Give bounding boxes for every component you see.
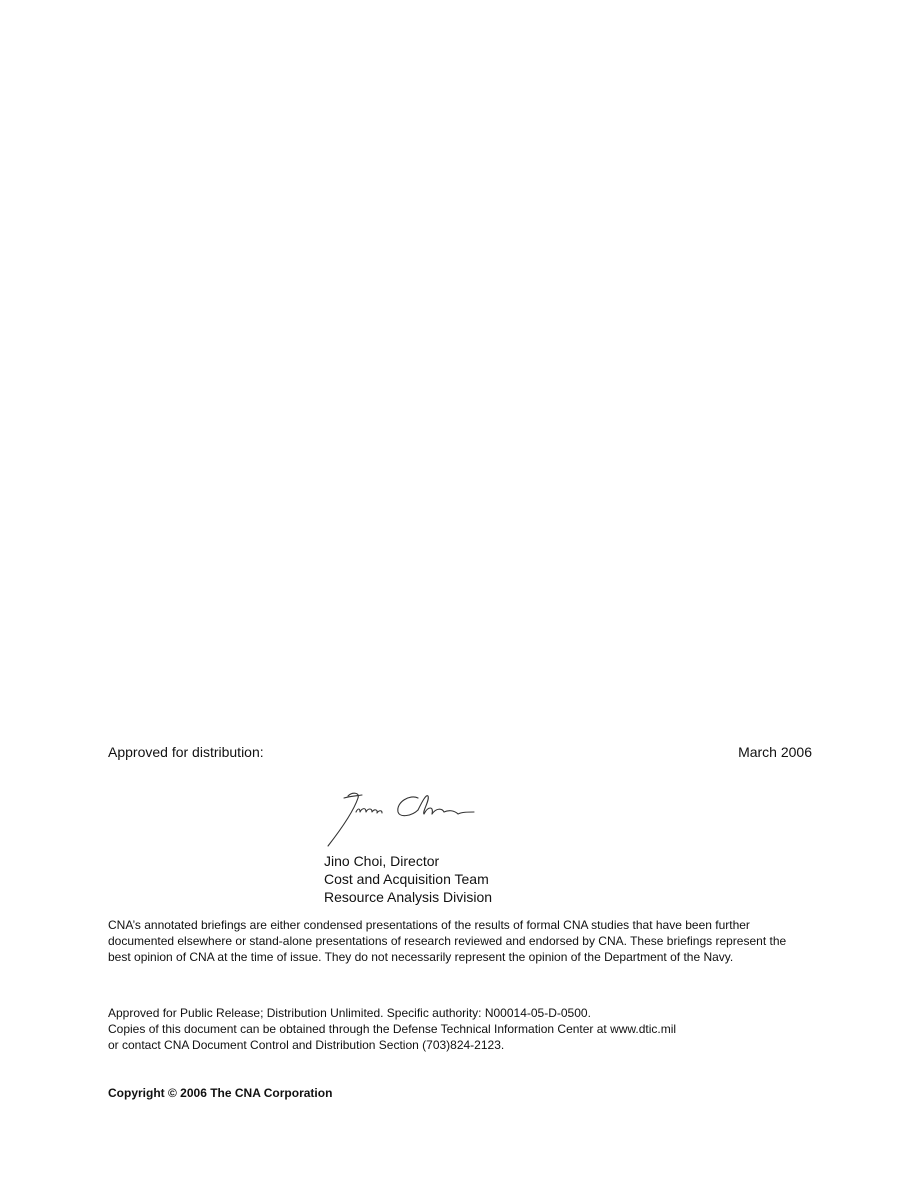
disclaimer-paragraph: CNA’s annotated briefings are either condensed presentations of the results of formal CNA studies that have been further documented elsewhere or stand-alone presentations of research reviewed and endorsed by CNA. These briefings represent the best opinion of CNA at the time of issue. They do not necessarily represent the opinion of the Department of the Navy. (108, 918, 787, 964)
approval-date: March 2006 (738, 744, 812, 760)
release-line-contact: or contact CNA Document Control and Distribution Section (703)824-2123. (108, 1038, 505, 1052)
signatory-name-title: Jino Choi, Director (324, 853, 440, 869)
release-line-dtic: Copies of this document can be obtained through the Defense Technical Information Center at www.dtic.mil (108, 1022, 677, 1036)
handwritten-signature (322, 788, 482, 850)
signatory-team: Cost and Acquisition Team (324, 871, 489, 887)
approval-line (108, 744, 812, 760)
release-line-authority: Approved for Public Release; Distribution Unlimited. Specific authority: N00014-05-D-0500. (108, 1006, 591, 1020)
signatory-block (324, 852, 492, 906)
copyright-notice: Copyright © 2006 The CNA Corporation (108, 1086, 333, 1100)
release-statement (108, 1005, 812, 1053)
signatory-division: Resource Analysis Division (324, 889, 493, 905)
approval-label: Approved for distribution: (108, 744, 264, 760)
